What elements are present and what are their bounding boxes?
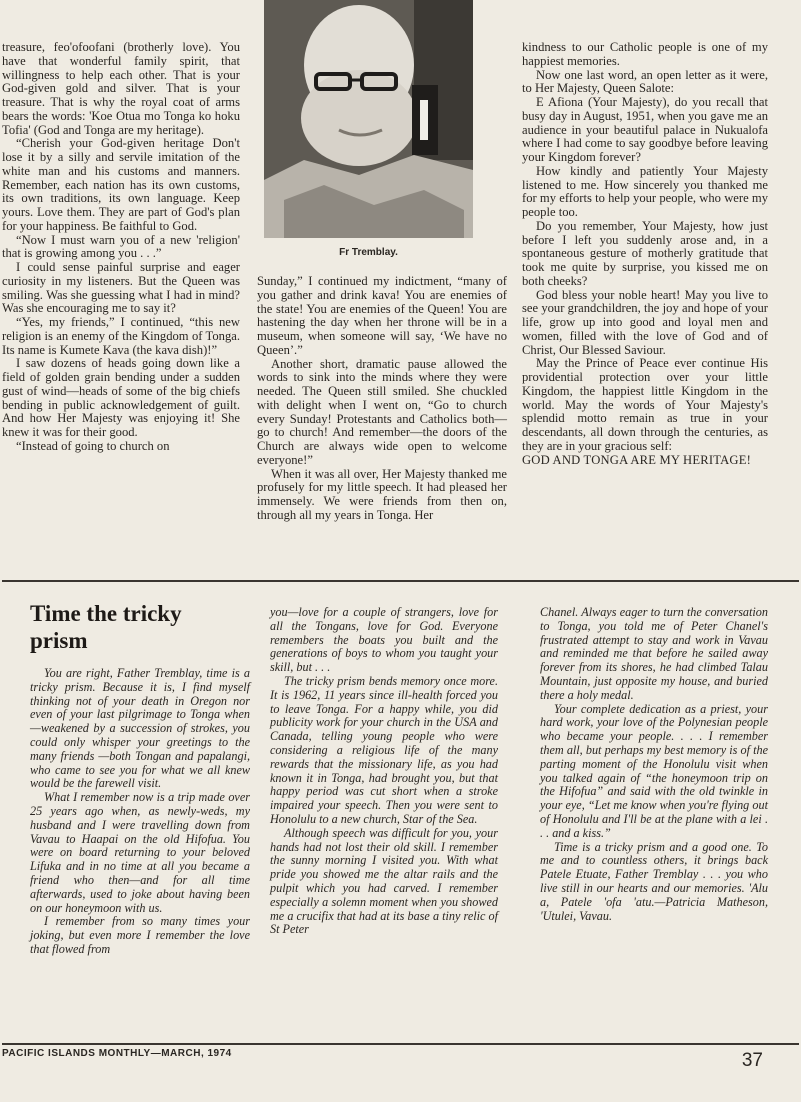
- paragraph: “Instead of going to church on: [16, 438, 170, 453]
- paragraph: I could sense painful surprise and eager curiosity in my listeners. But the Queen was smiling. Was she guessing what I had in mind? Was she encouraging me to say it?: [2, 260, 240, 316]
- paragraph: May the Prince of Peace ever continue His providential protection over your little Kingdom, the happiest little Kingdom in the world. May the words of Your Majesty's splendid motto remain as true in your descendants, all down through the centuries, as they are in your gracious self:: [522, 356, 768, 453]
- article-column-3: [522, 41, 768, 467]
- paragraph: The tricky prism bends memory once more. It is 1962, 11 years since ill-health forced you to leave Tonga. For a happy while, you did publicity work for your church in the USA and Canada, telling young people who were considering a religious life of the many rewards that the missionary life, as you had known it in Tonga, had brought you, but that happy period was cut short when a stroke impaired your speech. Then you were sent to Honolulu to a new church, Star of the Sea.: [270, 673, 498, 826]
- sidebar-column-1: [30, 667, 250, 957]
- paragraph: Another short, dramatic pause allowed the words to sink into the minds where they were needed. The Queen still smiled. She chuckled with delight when I went on, “Go to church every Sunday! Protestants and Catholics both—go to church! And remember—the doors of the Church are always wide open to welcome everyone!”: [257, 356, 507, 467]
- page-number: 37: [741, 1050, 763, 1071]
- sidebar-column-2: [270, 606, 498, 937]
- paragraph: God bless your noble heart! May you live to see your grandchildren, the joy and hope of your life, grow up into good and loyal men and women, filled with the love of God and of Christ, Our Blessed Saviour.: [522, 287, 768, 357]
- paragraph: Chanel. Always eager to turn the conversation to Tonga, you told me of Peter Chanel's frustrated attempt to stay and work in Vavau and reminded me that before he sailed away forever from its shores, he had climbed Talau Mountain, just opposite my house, and buried there a holy medal.: [540, 605, 768, 702]
- article-column-1: [2, 41, 240, 454]
- paragraph: E Afiona (Your Majesty), do you recall that busy day in August, 1951, when you gave me an audience in your beautiful palace in Nukualofa where I had come to say goodbye before leaving your Kingdom forever?: [522, 95, 768, 164]
- paragraph: you—love for a couple of strangers, love for all the Tongans, love for God. Everyone remembers the boats you built and the generations of boys to whom you taught your skill, but . . .: [270, 605, 498, 675]
- sidebar-box: [2, 580, 799, 1045]
- paragraph: Sunday,” I continued my indictment, “many of you gather and drink kava! You are enemies of the state! You are enemies of the Queen! You are hastening the day when her throne will be in a museum, when someone will say, ‘We have no Queen’.”: [257, 274, 507, 357]
- paragraph: “Yes, my friends,” I continued, “this new religion is an enemy of the Kingdom of Tonga. Its name is Kumete Kava (the kava dish)!”: [2, 315, 240, 357]
- paragraph: Your complete dedication as a priest, your hard work, your love of the Polynesian people who became your people. . . . I remember them all, but perhaps my best memory is of the parting moment of the Honolulu visit when you talked again of “the honeymoon trip on the Hifofua” and said with the old twinkle in your eye, “Let me know when you're flying out of Honolulu and I'll be at the plane with a lei . . . and a kiss.”: [540, 701, 768, 840]
- paragraph: Now one last word, an open letter as it were, to Her Majesty, Queen Salote:: [522, 67, 768, 96]
- portrait-image: [264, 0, 473, 238]
- sidebar-title: Time the tricky prism: [30, 601, 182, 653]
- article-column-2: [257, 275, 507, 523]
- paragraph: You are right, Father Tremblay, time is a tricky prism. Because it is, I find myself thinking not of your death in Oregon nor even of your last pilgrimage to Tonga when—weakened by a succession of strokes, you could only whisper your greetings to the many friends —both Tongan and papalangi, who came to see you for what we all knew would be the farewell visit.: [30, 666, 250, 791]
- sidebar-column-3: [540, 606, 768, 923]
- paragraph: How kindly and patiently Your Majesty listened to me. How sincerely you thanked me for my efforts to help your people, who were my people too.: [522, 163, 768, 219]
- photo-caption: Fr Tremblay.: [339, 247, 398, 258]
- paragraph: I remember from so many times your joking, but even more I remember the love that flowed from: [30, 914, 250, 956]
- paragraph: Do you remember, Your Majesty, how just before I left you suddenly arose and, in a spontaneous gesture of motherly gratitude that took me quite by surprise, you kissed me on both cheeks?: [522, 218, 768, 288]
- publication-footer: PACIFIC ISLANDS MONTHLY—MARCH, 1974: [2, 1048, 232, 1059]
- paragraph: Time is a tricky prism and a good one. To me and to countless others, it brings back Patele Etuate, Father Tremblay . . . you who live still in our hearts and our memories. 'Alu a, Patele 'ofa 'atu.—Patricia Matheson, 'Utulei, Vavau.: [540, 839, 768, 923]
- paragraph: I saw dozens of heads going down like a field of golden grain bending under a sudden gust of wind—heads of some of the big chiefs bending in public acknowledgement of guilt. And how Her Majesty was enjoying it! She knew it was for their good.: [2, 356, 240, 439]
- paragraph: “Cherish your God-given heritage Don't lose it by a silly and servile imitation of the white man and his customs and manners. Remember, each nation has its own customs, its own traditions, its own language. Keep yours. Love them. They are part of God's plan for your happiness. Be faithful to God.: [2, 136, 240, 233]
- paragraph: treasure, feo'ofoofani (brotherly love). You have that wonderful family spirit, that willingness to help each other. That is your God-given gold and silver. That is your treasure. That is why the royal coat of arms bears the words: 'Koe Otua mo Tonga ko hoku Tofia' (God and Tonga are my heritage).: [2, 40, 240, 137]
- paragraph: kindness to our Catholic people is one of my happiest memories.: [522, 40, 768, 68]
- paragraph: What I remember now is a trip made over 25 years ago when, as newly-weds, my husband and I were travelling down from Vavau to Haapai on the old Hifofua. You were on board returning to your beloved Lifuka and in no time at all you became a friend who then—and for all time afterwards, used to joke about having been on our honeymoon with us.: [30, 790, 250, 915]
- paragraph: When it was all over, Her Majesty thanked me profusely for my little speech. It had pleased her immensely. We were friends from then on, through all my years in Tonga. Her: [257, 466, 507, 522]
- portrait-photo: [264, 0, 473, 238]
- paragraph: Although speech was difficult for you, your hands had not lost their old skill. I remember the sunny morning I visited you. With what pride you showed me the altar rails and the pulpit which you had carved. I remember especially a solemn moment when you showed me a crucifix that had at its base a tiny relic of St Peter: [270, 825, 498, 937]
- paragraph: “Now I must warn you of a new 'religion' that is growing among you . . .”: [2, 232, 240, 261]
- closing-motto: GOD AND TONGA ARE MY HERITAGE!: [522, 452, 751, 467]
